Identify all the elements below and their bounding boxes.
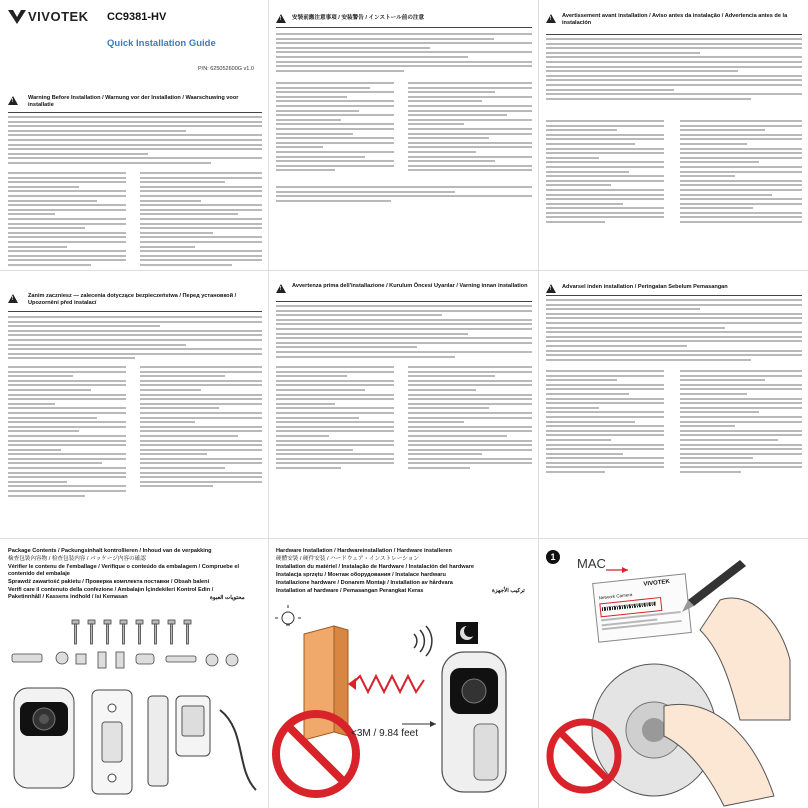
warning-icon [8,294,18,303]
body-text-block [546,120,664,226]
arrow-icon [606,562,630,574]
section-heading: Advarsel inden installation / Peringatan Sebelum Pemasangan [562,284,728,290]
hardware-title-fr: Installation du matériel / Instalação de Hardware / Instalación del hardware [276,564,475,570]
body-text-block [408,366,532,472]
step-number: 1 [546,550,560,564]
mac-label: MAC [577,556,606,571]
screw-icon [168,620,175,644]
camera-body-icon [14,688,74,788]
plug-icon [136,654,154,664]
hardware-title-ar: تركيب الأجهزة [492,588,525,594]
camera-body-icon [442,652,506,792]
package-title-it: Verifi care il contenuto della confezione / Ambalajın İçindekileri Kontrol Edin / Paketinnhåll / Kassens indhold / Isi Kemasan [8,587,214,600]
warning-icon [276,284,286,293]
light-bulb-icon [275,605,301,625]
hardware-title-it: Installazione hardware / Donanım Montajı / Installation av hårdvara [276,580,453,586]
anchor-icon [98,652,106,668]
washer-icon [206,654,218,666]
fold-line [0,538,808,539]
logo-text: VIVOTEK [28,9,89,24]
section-heading: Avvertenza prima dell'installazione / Kurulum Öncesi Uyarılar / Varning innan installation [292,283,528,289]
divider [276,27,532,28]
warning-icon [276,14,286,23]
section-heading: 安裝前應注意事項 / 安装警告 / インストール前の注意 [292,15,425,21]
hardware-title: Hardware Installation / Hardwareinstallation / Hardware installeren [276,548,452,554]
body-text-block [546,38,802,102]
fold-line [268,0,269,808]
part-number: P/N: 625052600G v1.0 [198,66,254,72]
screw-icon [88,620,95,644]
camera-bottom-illustration [544,626,804,806]
fold-line [538,0,539,808]
body-text-block [8,316,262,362]
divider [546,295,802,296]
hardware-illustration [274,604,536,804]
cable-icon [220,710,256,790]
body-text-block [546,370,664,476]
card-brand: VIVOTEK [643,578,671,588]
warning-icon [546,14,556,23]
body-text-block [680,370,802,476]
night-icon [456,622,478,644]
guide-title: Quick Installation Guide [107,38,216,49]
body-text-block [276,305,532,360]
body-text-block [276,366,394,472]
package-title-cjk: 檢查包裝內容物 / 检查包装内容 / パッケージ内容の確認 [8,556,146,562]
body-text-block [140,366,262,490]
hardware-title-pl: Instalacja sprzętu / Монтаж оборудования / Instalace hardwaru [276,572,446,578]
body-text-block [140,172,262,268]
vivotek-logo-icon [8,10,26,24]
body-text-block [8,366,126,499]
arrow-icon [348,678,356,690]
cable-connector-icon [12,654,42,662]
washer-icon [56,652,68,664]
body-text-block [276,186,532,204]
arrow-icon [430,721,436,727]
package-title-fr: Vérifier le contenu de l'emballage / Verifique o conteúdo da embalagem / Compruebe el contenido del embalaje [8,564,240,577]
warning-icon [546,284,556,293]
body-text-block [546,299,802,363]
anchor-icon [116,652,124,668]
interference-wave-icon [352,676,424,692]
section-heading: Zanim zaczniesz — zalecenia dotyczące bezpieczeństwa / Перед установкой / Upozornění před instalací [28,293,237,306]
bracket-icon [148,696,210,786]
section-heading: Warning Before Installation / Warnung vor der Installation / Waarschuwing voor installatie [28,95,239,108]
body-text-block [8,172,126,268]
screw-icon [72,620,79,644]
divider [8,112,262,113]
package-title-ar: محتويات العبوة [210,595,245,601]
mounting-plate-icon [92,690,132,794]
tool-icon [166,656,196,662]
screw-icon [104,620,111,644]
divider [546,34,802,35]
screw-icon [152,620,159,644]
body-text-block [408,82,532,174]
screw-icon [136,620,143,644]
wireless-icon [414,626,432,656]
screw-icon [120,620,127,644]
fold-line [0,270,808,271]
divider [276,301,532,302]
section-heading: Avertissement avant installation / Aviso antes da instalação / Advertencia antes de la instalación [562,13,788,26]
warning-icon [8,96,18,105]
screw-icon [184,620,191,644]
hardware-title-cjk: 硬體安裝 / 硬件安装 / ハードウェア・インストレーション [276,556,419,562]
body-text-block [8,116,262,167]
nut-icon [76,654,86,664]
divider [8,311,262,312]
body-text-block [680,120,802,226]
package-illustration [6,610,266,806]
body-text-block [276,82,394,174]
washer-icon [226,654,238,666]
package-title-pl: Sprawdź zawartość pakietu / Проверка комплекта поставки / Obsah balení [8,579,210,585]
distance-label: <3M / 9.84 feet [351,728,418,739]
hardware-title-id: Installation af hardware / Pemasangan Perangkat Keras [276,588,424,594]
package-title: Package Contents / Packungsinhalt kontrollieren / Inhoud van de verpakking [8,548,212,554]
card-title: Network Camera [598,591,633,601]
body-text-block [276,33,532,74]
model-name: CC9381-HV [107,11,167,23]
